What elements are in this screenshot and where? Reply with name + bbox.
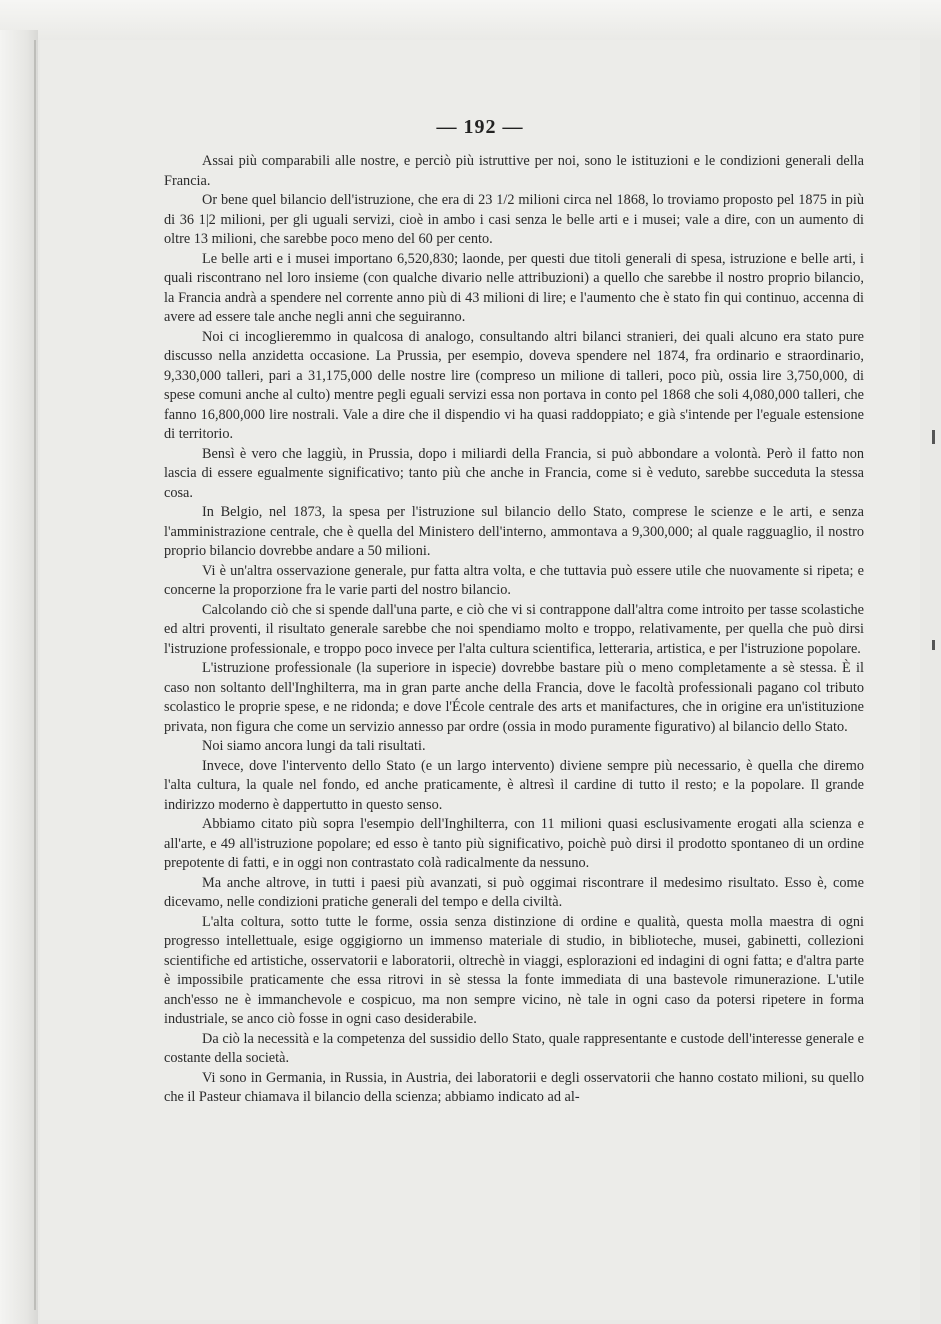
- paragraph: Noi ci incoglieremmo in qualcosa di analogo, consultando altri bilanci stranieri, dei quali alcuno era stato pure discusso nella anzidetta occasione. La Prussia, per esempio, doveva spendere nel 1874, fra ordinario e straordinario, 9,330,000 talleri, pari a 31,175,000 delle nostre lire (compreso un milione di talleri, poco più, ossia lire 3,750,000, di spese comuni anche al culto) mentre pegli eguali servizi essa non portava in conto pel 1868 che soli 4,080,000 talleri, che fanno 16,800,000 lire nostrali. Vale a dire che il dispendio vi ha quasi raddoppiato; e già s'intende per l'eguale estensione di territorio.: [164, 328, 864, 442]
- scan-edge-mark: [932, 430, 935, 444]
- paragraph: Assai più comparabili alle nostre, e perciò più istruttive per noi, sono le istituzioni e le condizioni generali della Francia.: [164, 153, 864, 189]
- paragraph: Da ciò la necessità e la competenza del sussidio dello Stato, quale rappresentante e custode dell'interesse generale e costante della società.: [164, 1030, 864, 1066]
- page-number: — 192 —: [436, 116, 524, 138]
- paragraph: Abbiamo citato più sopra l'esempio dell'Inghilterra, con 11 milioni quasi esclusivamente erogati alla scienza e all'arte, e 49 all'istruzione popolare; ed esso è tanto più significativo, poichè può dirsi il prodotto spontaneo di un ordine prepotente di fatti, e in oggi non contrastato colà radicalmente da nessuno.: [164, 816, 864, 871]
- paragraph: Le belle arti e i musei importano 6,520,830; laonde, per questi due titoli generali di spesa, istruzione e belle arti, i quali riscontrano nel loro insieme (con qualche divario nelle attribuzioni) a quello che sarebbe il nostro proprio bilancio, la Francia andrà a spendere nel corrente anno più di 43 milioni di lire; e l'aumento che è stato fin qui continuo, accenna di avere ad essere tale anche negli anni che seguiranno.: [164, 250, 864, 325]
- scan-top-margin: [0, 0, 941, 40]
- paragraph: L'alta coltura, sotto tutte le forme, ossia senza distinzione di ordine e qualità, questa molla maestra di ogni progresso intellettuale, esige oggigiorno un immenso materiale di studio, in biblioteche, musei, gabinetti, collezioni scientifiche ed artistiche, osservatorii e laboratorii, oltrechè in viaggi, esplorazioni ed indagini di ogni fatta; e d'altra parte è impossibile praticamente che essa ritrovi in sè stessa la fonte immediata di una bastevole rimunerazione. L'utile anch'esso ne è immanchevole e cospicuo, ma non sempre vicino, nè tale in ogni caso da potersi ripetere in forma industriale, se anco ciò fosse in ogni caso desiderabile.: [164, 913, 864, 1027]
- page-left-edge-shadow: [34, 40, 36, 1310]
- scan-edge-mark: [932, 640, 935, 650]
- paragraph: L'istruzione professionale (la superiore in ispecie) dovrebbe bastare più o meno completamente a sè stessa. È il caso non soltanto dell'Inghilterra, ma in gran parte anche della Francia, dove le facoltà professionali pagano col tributo scolastico le proprie spese, e ne ridonda; e dove l'École centrale des arts et manifactures, che in origine era un'istituzione privata, non figura che come un servizio annesso par ordre (ossia in modo puramente figurativo) al bilancio dello Stato.: [164, 660, 864, 735]
- scanned-page: [40, 40, 920, 1320]
- paragraph: Noi siamo ancora lungi da tali risultati.: [202, 738, 426, 754]
- paragraph: Bensì è vero che laggiù, in Prussia, dopo i miliardi della Francia, si può abbondare a volontà. Però il fatto non lascia di essere egualmente significativo; tanto più che anche in Francia, come si è veduto, sarebbe succeduta la stessa cosa.: [164, 445, 864, 501]
- paragraph: Or bene quel bilancio dell'istruzione, che era di 23 1/2 milioni circa nel 1868, lo troviamo proposto pel 1875 in più di 36 1|2 milioni, per gli uguali servizi, cioè in ambo i casi senza le belle arti e i musei; vale a dire, con un aumento di oltre 13 milioni, che sarebbe poco meno del 60 per cento.: [164, 192, 864, 247]
- paragraph: Vi sono in Germania, in Russia, in Austria, dei laboratorii e degli osservatorii che hanno costato milioni, su quello che il Pasteur chiamava il bilancio della scienza; abbiamo indicato ad al-: [164, 1069, 864, 1105]
- paragraph: Calcolando ciò che si spende dall'una parte, e ciò che vi si contrappone dall'altra come introito per tasse scolastiche ed altri proventi, il risultato generale sarebbe che noi spendiamo molto e troppo, relativamente, per quella che può dirsi l'istruzione professionale, e troppo poco invece per l'alta cultura scientifica, letteraria, artistica, e per l'istruzione popolare.: [164, 601, 864, 657]
- paragraph: Ma anche altrove, in tutti i paesi più avanzati, si può oggimai riscontrare il medesimo risultato. Esso è, come dicevamo, nelle condizioni pratiche generali del tempo e della civiltà.: [164, 874, 864, 910]
- paragraph: Invece, dove l'intervento dello Stato (e un largo intervento) diviene sempre più necessario, è quella che diremo l'alta cultura, la quale nel fondo, ed anche praticamente, è altresì il cardine di tutto il resto; e la popolare. Il grande indirizzo moderno è dappertutto in questo senso.: [164, 757, 864, 813]
- paragraph: Vi è un'altra osservazione generale, pur fatta altra volta, e che tuttavia può essere utile che nuovamente si ripeta; e concerne la proporzione fra le varie parti del nostro bilancio.: [164, 562, 864, 598]
- scan-left-edge: [0, 30, 38, 1324]
- body-text: [164, 152, 864, 1108]
- paragraph: In Belgio, nel 1873, la spesa per l'istruzione sul bilancio dello Stato, comprese le scienze e le arti, e senza l'amministrazione centrale, che è quella del Ministero dell'interno, ammontava a 9,300,000; al quale ragguaglio, il nostro proprio bilancio dovrebbe andare a 50 milioni.: [164, 504, 864, 559]
